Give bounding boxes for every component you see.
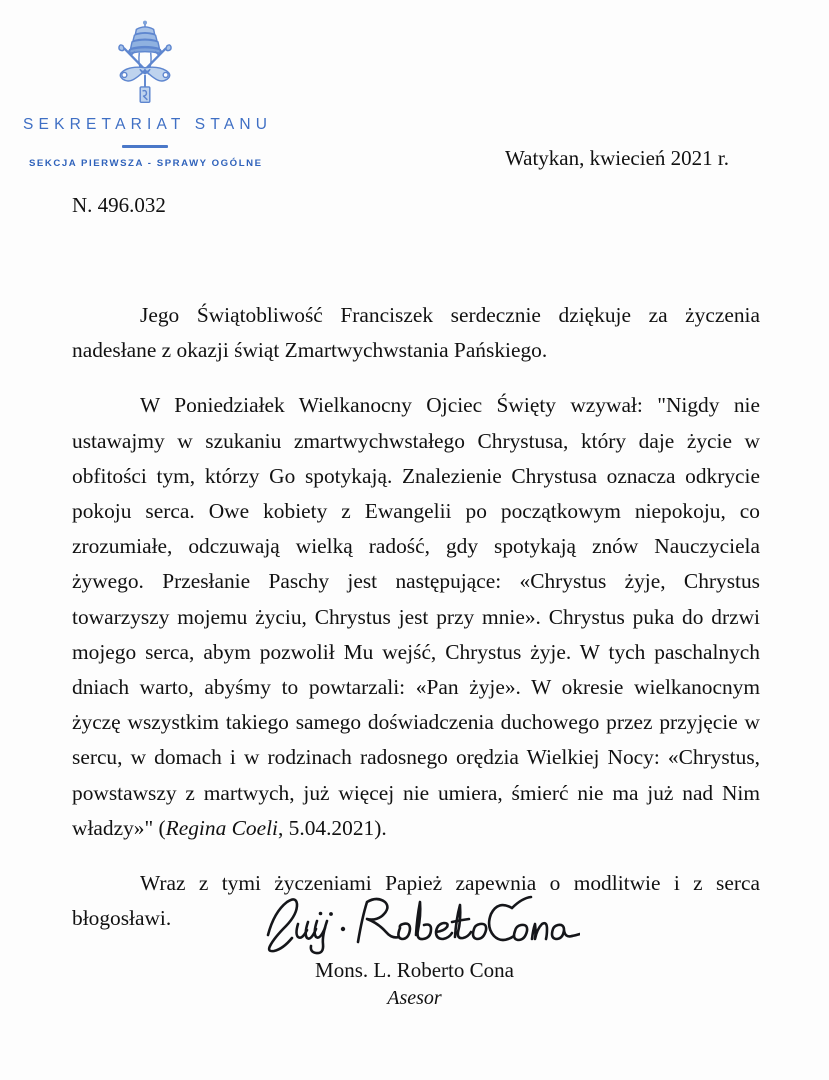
paragraph-papal-quote <box>72 388 760 846</box>
letterhead-subtitle: SEKCJA PIERWSZA - SPRAWY OGÓLNE <box>28 157 263 169</box>
papal-tiara-and-crossed-keys-icon <box>97 14 193 110</box>
signatory-name: Mons. L. Roberto Cona <box>315 958 514 982</box>
signatory-role: Asesor <box>387 987 442 1009</box>
letterhead-title: SEKRETARIAT STANU <box>23 116 273 133</box>
citation-date: , 5.04.2021). <box>277 815 387 840</box>
quote-text-before-citation: W Poniedziałek Wielkanocny Ojciec Święty wzywał: "Nigdy nie ustawajmy w szukaniu zmartwychwstałego Chrystusa, który daje życie w obfitości tym, którzy Go spotykają. Znalezienie Chrystusa oznacza odkrycie pokoju serca. Owe kobiety z Ewangelii po początkowym niepokoju, co zrozumiałe, odczuwają wielką radość, gdy spotykają znów Nauczyciela żywego. Przesłanie Paschy jest następujące: «Chrystus żyje, Chrystus towarzyszy mojemu życiu, Chrystus jest przy mnie». Chrystus puka do drzwi mojego serca, abym pozwolił Mu wejść, Chrystus żyje. W tych paschalnych dniach warto, abyśmy to powtarzali: «Pan żyje». W okresie wielkanocnym życzę wszystkim takiego samego doświadczenia duchowego przez przyjęcie w sercu, w domach i w rodzinach radosnego orędzia Wielkiej Nocy: «Chrystus, powstawszy z martwych, już więcej nie umiera, śmierć nie ma już nad Nim władzy»" ( <box>72 393 760 840</box>
signature-block <box>0 888 829 1010</box>
letterhead-divider <box>122 145 168 148</box>
letterhead <box>0 14 290 169</box>
citation-source: Regina Coeli <box>165 815 278 840</box>
place-and-date: Watykan, kwiecień 2021 r. <box>505 146 729 170</box>
paragraph-blessing: Wraz z tymi życzeniami Papież zapewnia o modlitwie i z serca błogosławi. <box>72 871 760 931</box>
paragraph-thanks: Jego Świątobliwość Franciszek serdecznie dziękuje za życzenia nadesłane z okazji świąt Zmartwychwstania Pańskiego. <box>72 303 760 363</box>
protocol-number: N. 496.032 <box>72 193 166 217</box>
handwritten-signature-icon <box>250 888 580 960</box>
letter-body <box>72 298 760 936</box>
